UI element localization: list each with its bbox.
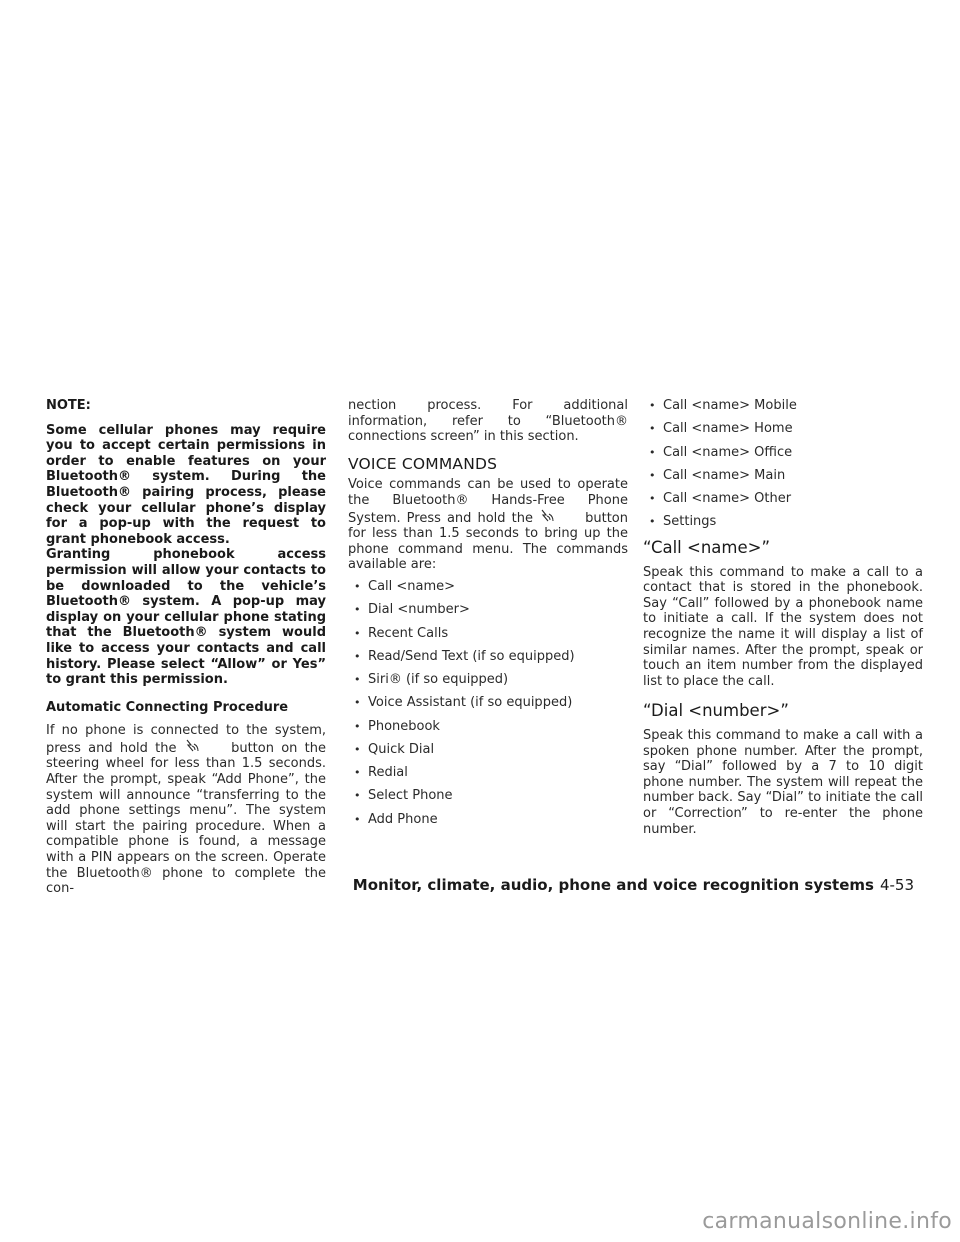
list-item: • Voice Assistant (if so equipped) xyxy=(354,695,628,711)
column-middle xyxy=(348,398,628,835)
column-right xyxy=(643,398,923,837)
column-left xyxy=(46,398,326,897)
auto-connect-paragraph xyxy=(46,723,326,897)
connection-continued-text: nection process. For additional information, refer to “Bluetooth® connections screen” in this section. xyxy=(348,398,628,445)
list-item: • Add Phone xyxy=(354,812,628,828)
list-item: • Phonebook xyxy=(354,719,628,735)
voice-intro-text-start: Voice commands can be used to operate the Bluetooth® Hands-Free Phone System. Press and hold the xyxy=(348,477,628,526)
list-item: • Call <name> Other xyxy=(649,491,923,507)
auto-connect-text-start: If no phone is connected to the system, press and hold the xyxy=(46,723,326,756)
dial-number-heading: “Dial <number>” xyxy=(643,701,789,721)
watermark: carmanualsonline.info xyxy=(702,1209,952,1234)
note-paragraph-permissions: Some cellular phones may require you to accept certain permissions in order to enable features on your Bluetooth® system. During the Bluetooth® pairing process, please check your cellular phone’s display for a pop-up with the request to grant phonebook access. xyxy=(46,422,326,547)
note-title: NOTE: xyxy=(46,398,91,413)
call-name-paragraph: Speak this command to make a call to a contact that is stored in the phonebook. Say “Call” followed by a phonebook name to initiate a call. If the system does not recognize the name it will display a list of similar names. After the prompt, speak or touch an item number from the displayed list to place the call. xyxy=(643,564,923,689)
list-item: • Redial xyxy=(354,765,628,781)
footer-section-title: Monitor, climate, audio, phone and voice recognition systems xyxy=(352,876,874,894)
list-item: • Select Phone xyxy=(354,788,628,804)
auto-connect-text-end: button on the steering wheel for less than 1.5 seconds. After the prompt, speak “Add Phone”, the system will announce “transferring to the add phone settings menu”. The system will start the pairing procedure. When a compatible phone is found, a message with a PIN appears on the screen. Operate the Bluetooth® phone to complete the con- xyxy=(46,740,327,897)
list-item: • Read/Send Text (if so equipped) xyxy=(354,649,628,665)
list-item: • Siri® (if so equipped) xyxy=(354,672,628,688)
dial-number-paragraph: Speak this command to make a call with a spoken phone number. After the prompt, say “Dial” followed by a 7 to 10 digit phone number. The system will repeat the number back. Say “Dial” to initiate the call or “Correction” to re-enter the phone number. xyxy=(643,727,923,837)
voice-intro-text-end: button for less than 1.5 seconds to bring up the phone command menu. The commands available are: xyxy=(348,510,628,573)
talk-button-icon xyxy=(184,739,224,753)
note-paragraph-phonebook: Granting phonebook access permission will allow your contacts to be downloaded to the vehicle’s Bluetooth® system. A pop-up may display on your cellular phone stating that the Bluetooth® system would like to access your contacts and call history. Please select “Allow” or Yes” to grant this permission. xyxy=(46,547,326,688)
list-item: • Dial <number> xyxy=(354,602,628,618)
list-item: • Call <name> xyxy=(354,579,628,595)
list-item: • Call <name> Main xyxy=(649,468,923,484)
list-item: • Quick Dial xyxy=(354,742,628,758)
page-footer xyxy=(353,876,914,894)
talk-button-icon xyxy=(539,509,579,523)
list-item: • Settings xyxy=(649,514,923,530)
command-list-primary xyxy=(348,579,628,827)
call-name-heading: “Call <name>” xyxy=(643,538,770,557)
command-list-secondary xyxy=(643,398,923,530)
auto-connect-heading: Automatic Connecting Procedure xyxy=(46,699,289,715)
list-item: • Call <name> Home xyxy=(649,421,923,437)
list-item: • Call <name> Mobile xyxy=(649,398,923,414)
list-item: • Recent Calls xyxy=(354,626,628,642)
footer-page-number: 4-53 xyxy=(879,876,914,894)
voice-commands-intro xyxy=(348,477,628,573)
voice-commands-heading: VOICE COMMANDS xyxy=(348,454,498,473)
list-item: • Call <name> Office xyxy=(649,445,923,461)
